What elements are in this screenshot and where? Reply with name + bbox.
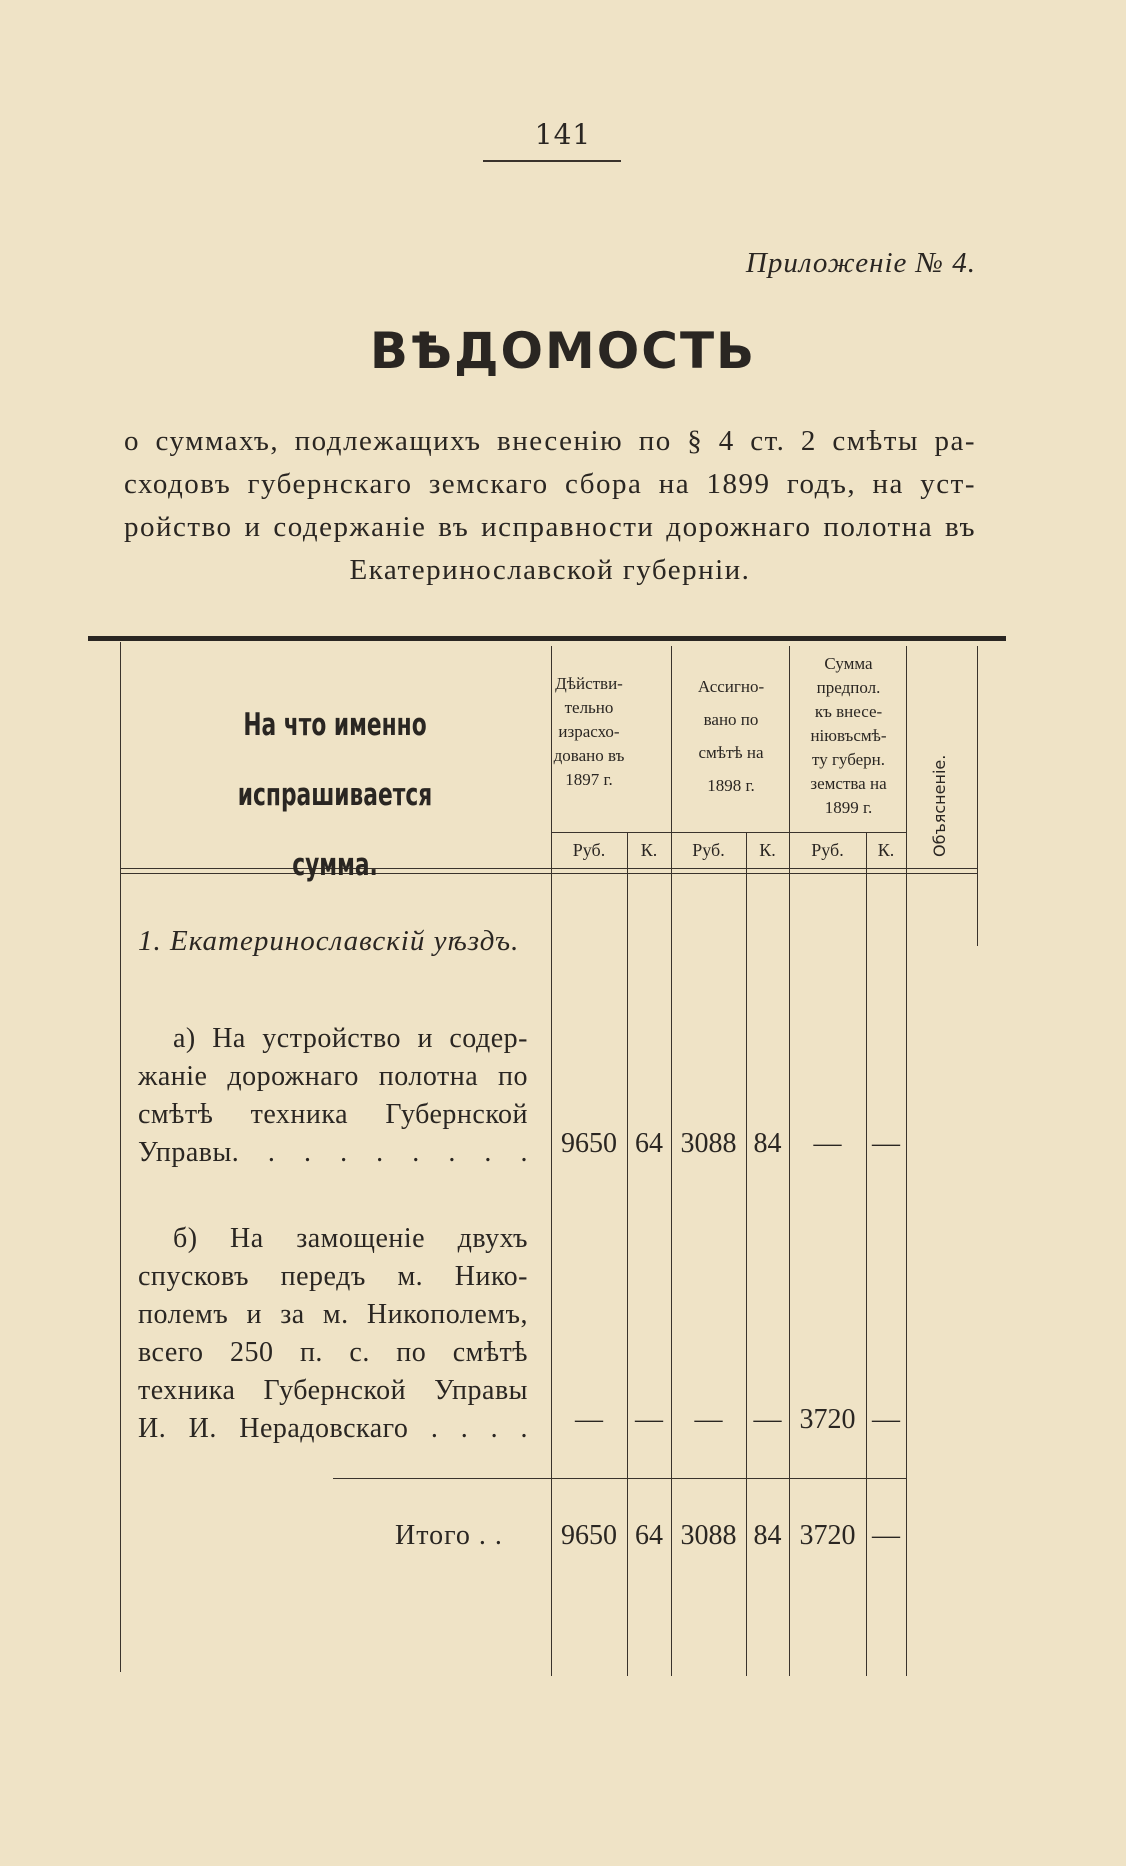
item-b-cell: — <box>635 1404 663 1435</box>
kop-label: К. <box>877 840 895 860</box>
item-a-cell: — <box>813 1128 842 1159</box>
item-b-description <box>138 1220 528 1448</box>
item-b-line: И. И. Нерадовскаго . . . . <box>138 1413 528 1444</box>
total-cell: 3088 <box>680 1520 737 1551</box>
total-cell: 84 <box>753 1520 782 1551</box>
header-line: земства на <box>810 774 887 793</box>
total-cell: 9650 <box>561 1520 617 1551</box>
header-line: вано по <box>703 710 759 729</box>
item-a-cell: 84 <box>753 1128 782 1159</box>
item-a-description <box>138 1020 528 1172</box>
subtitle-line: Екатеринославской губерніи. <box>349 554 751 586</box>
explanation-label: Объясненіе. <box>930 754 949 857</box>
table-left-border <box>120 642 121 1672</box>
item-b-line: полемъ и за м. Никополемъ, <box>138 1299 528 1330</box>
item-b-line: б) На замощеніе двухъ <box>173 1223 528 1254</box>
total-cell: 3720 <box>799 1520 856 1551</box>
header-line: Ассигно- <box>697 677 765 696</box>
header-line: Сумма <box>824 654 873 673</box>
subtitle-line: ройство и содержаніе въ исправности дорожнаго полотна въ <box>124 511 976 543</box>
item-a-line: а) На устройство и содер- <box>173 1023 528 1054</box>
item-b-cell: — <box>872 1404 900 1435</box>
header-assigned-1898 <box>673 670 789 802</box>
total-rule <box>333 1478 906 1479</box>
header-line: 1898 г. <box>707 776 755 795</box>
item-a-cell: 64 <box>635 1128 663 1159</box>
item-a-line: Управы. . . . . . . . . <box>138 1137 528 1168</box>
page-number: 141 <box>534 118 592 151</box>
header-description-line: На что именно испрашивается <box>237 707 433 813</box>
document-subtitle <box>124 420 976 592</box>
header-line: ту губерн. <box>811 750 886 769</box>
table-top-rule <box>88 636 1006 641</box>
header-line: смѣтѣ на <box>698 743 764 762</box>
item-b-line: спусковъ передъ м. Нико- <box>138 1261 528 1292</box>
header-description-line: сумма. <box>292 847 378 883</box>
subtitle-line: о суммахъ, подлежащихъ внесенію по § 4 ст. 2 смѣты ра- <box>124 425 976 457</box>
appendix-label: Приложеніе № 4. <box>745 247 976 279</box>
header-line: 1897 г. <box>565 770 613 789</box>
header-line: довано въ <box>553 746 625 765</box>
document-title: ВѢДОМОСТЬ <box>369 322 757 380</box>
header-line: къ внесе- <box>814 702 883 721</box>
item-b-cell: — <box>753 1404 782 1435</box>
header-line: предпол. <box>816 678 881 697</box>
rub-label: Руб. <box>572 840 606 860</box>
kop-label: К. <box>759 840 776 860</box>
header-line: тельно <box>564 698 614 717</box>
item-a-cell: 3088 <box>680 1128 737 1159</box>
header-line: израсхо- <box>558 722 620 741</box>
subheader-rule <box>551 832 906 833</box>
column-divider <box>906 646 907 1676</box>
rub-label: Руб. <box>692 840 725 860</box>
header-spent-1897 <box>553 672 625 792</box>
item-a-line: смѣтѣ техника Губернской <box>138 1099 528 1130</box>
item-a-cell: 9650 <box>561 1128 617 1159</box>
item-b-line: всего 250 п. с. по смѣтѣ <box>138 1337 528 1368</box>
header-line: Дѣйстви- <box>555 674 623 693</box>
item-a-cell: — <box>872 1128 900 1159</box>
header-description <box>183 690 487 900</box>
total-label: Итого . . <box>395 1520 503 1551</box>
kop-label: К. <box>640 840 658 860</box>
district-heading: 1. Екатеринославскій уѣздъ. <box>138 925 520 957</box>
item-b-line: техника Губернской Управы <box>138 1375 528 1406</box>
header-line: 1899 г. <box>824 798 873 817</box>
header-line: ніювъсмѣ- <box>810 726 887 745</box>
total-cell: 64 <box>635 1520 663 1551</box>
item-a-line: жаніе дорожнаго полотна по <box>138 1061 528 1092</box>
header-proposed-1899 <box>791 652 906 820</box>
item-b-cell: — <box>575 1404 603 1435</box>
page-number-rule <box>483 160 621 162</box>
subtitle-line: сходовъ губернскаго земскаго сбора на 1899 годъ, на уст- <box>124 468 976 500</box>
rub-label: Руб. <box>811 840 844 860</box>
item-b-cell: 3720 <box>799 1404 856 1435</box>
total-cell: — <box>872 1520 900 1551</box>
item-b-cell: — <box>694 1404 723 1435</box>
table-right-border <box>977 646 978 946</box>
